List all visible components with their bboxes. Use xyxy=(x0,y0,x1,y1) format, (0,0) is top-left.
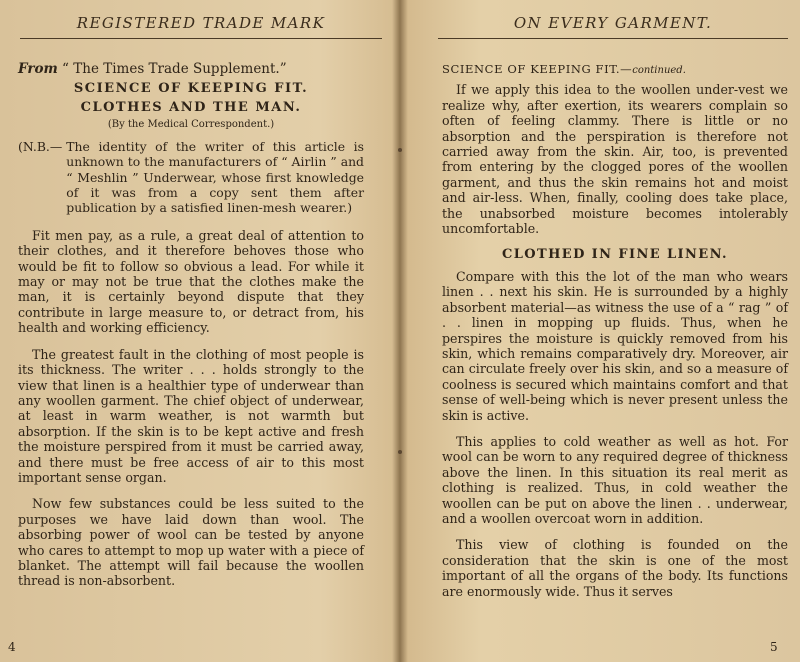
paragraph: This applies to cold weather as well as hot. For wool can be worn to any required degree of thickness above the linen. In this situation its real merit as clothing is realized. Thus, in cold weather the woollen can be put on above the linen . . underwear, and a woollen overcoat worn in addition. xyxy=(442,433,788,526)
page-number: 4 xyxy=(8,640,16,654)
left-page xyxy=(0,0,398,662)
paragraph: Compare with this the lot of the man who wears linen . . next his skin. He is surrounded by a highly absorbent material—as witness the use of a “ rag ” of . . linen in mopping up fluids. Thus, when he perspires the moisture is quickly removed from his skin, which remains comparatively dry. Moreover, air can circulate freely over his skin, and so a measure of coolness is secured which maintains comfort and that sense of well-being which is never present unless the skin is active. xyxy=(442,268,788,423)
from-label: From xyxy=(18,61,58,77)
right-page-body xyxy=(442,62,788,610)
paragraph: Now few substances could be less suited to the purposes we have laid down than wool. The absorbing power of wool can be tested by anyone who cares to attempt to mop up water with a piece of blanket. The attempt will fail because the woollen thread is non-absorbent. xyxy=(18,496,364,589)
paragraph: The greatest fault in the clothing of most people is its thickness. The writer . . . holds strongly to the view that linen is a healthier type of underwear than any woollen garment. The chief object of underwear, at least in warm weather, is not warmth but absorption. If the skin is to be kept active and fresh the moisture perspired from it must be carried away, and there must be free access of air to this most important sense organ. xyxy=(18,346,364,485)
source-name: “ The Times Trade Supplement.” xyxy=(62,61,287,77)
editorial-note xyxy=(18,139,364,216)
right-page xyxy=(402,0,800,662)
running-head-right: ON EVERY GARMENT. xyxy=(438,8,788,39)
note-label: (N.B.— xyxy=(18,138,63,154)
note-text: The identity of the writer of this article is unknown to the manufacturers of “ Airlin ” and “ Meshlin ” Underwear, whose first knowledge of it was from a copy sent them after publication by a satisfied linen-mesh wearer.) xyxy=(66,138,364,216)
running-head-left: REGISTERED TRADE MARK xyxy=(20,8,382,39)
paragraph: If we apply this idea to the woollen under-vest we realize why, after exertion, its wearers complain so often of feeling clammy. There is little or no absorption and the perspiration is therefore not carried away from the skin. Air, too, is prevented from entering by the clogged pores of the woollen garment, and thus the skin remains hot and moist and air-less. When, finally, cooling does take place, the unabsorbed moisture becomes intolerably uncomfortable. xyxy=(442,82,788,237)
continued-label: continued. xyxy=(632,65,686,76)
section-title: CLOTHED IN FINE LINEN. xyxy=(502,247,728,263)
byline: (By the Medical Correspondent.) xyxy=(107,119,275,131)
left-page-body xyxy=(18,62,364,600)
page-number: 5 xyxy=(770,640,778,654)
article-title: SCIENCE OF KEEPING FIT. xyxy=(73,81,309,97)
paragraph: Fit men pay, as a rule, a great deal of attention to their clothes, and it therefore behoves those who would be fit to follow so obvious a lead. For while it may or may not be true that the clothes make the man, it is certainly beyond dispute that they contribute in large measure to, or detract from, his health and working efficiency. xyxy=(18,227,364,336)
paragraph: This view of clothing is founded on the consideration that the skin is one of the most important of all the organs of the body. Its functions are enormously wide. Thus it serves xyxy=(442,537,788,599)
continued-title: SCIENCE OF KEEPING FIT.— xyxy=(442,62,633,76)
article-subtitle: CLOTHES AND THE MAN. xyxy=(80,100,302,116)
continued-heading xyxy=(442,62,788,78)
source-line xyxy=(18,62,364,77)
